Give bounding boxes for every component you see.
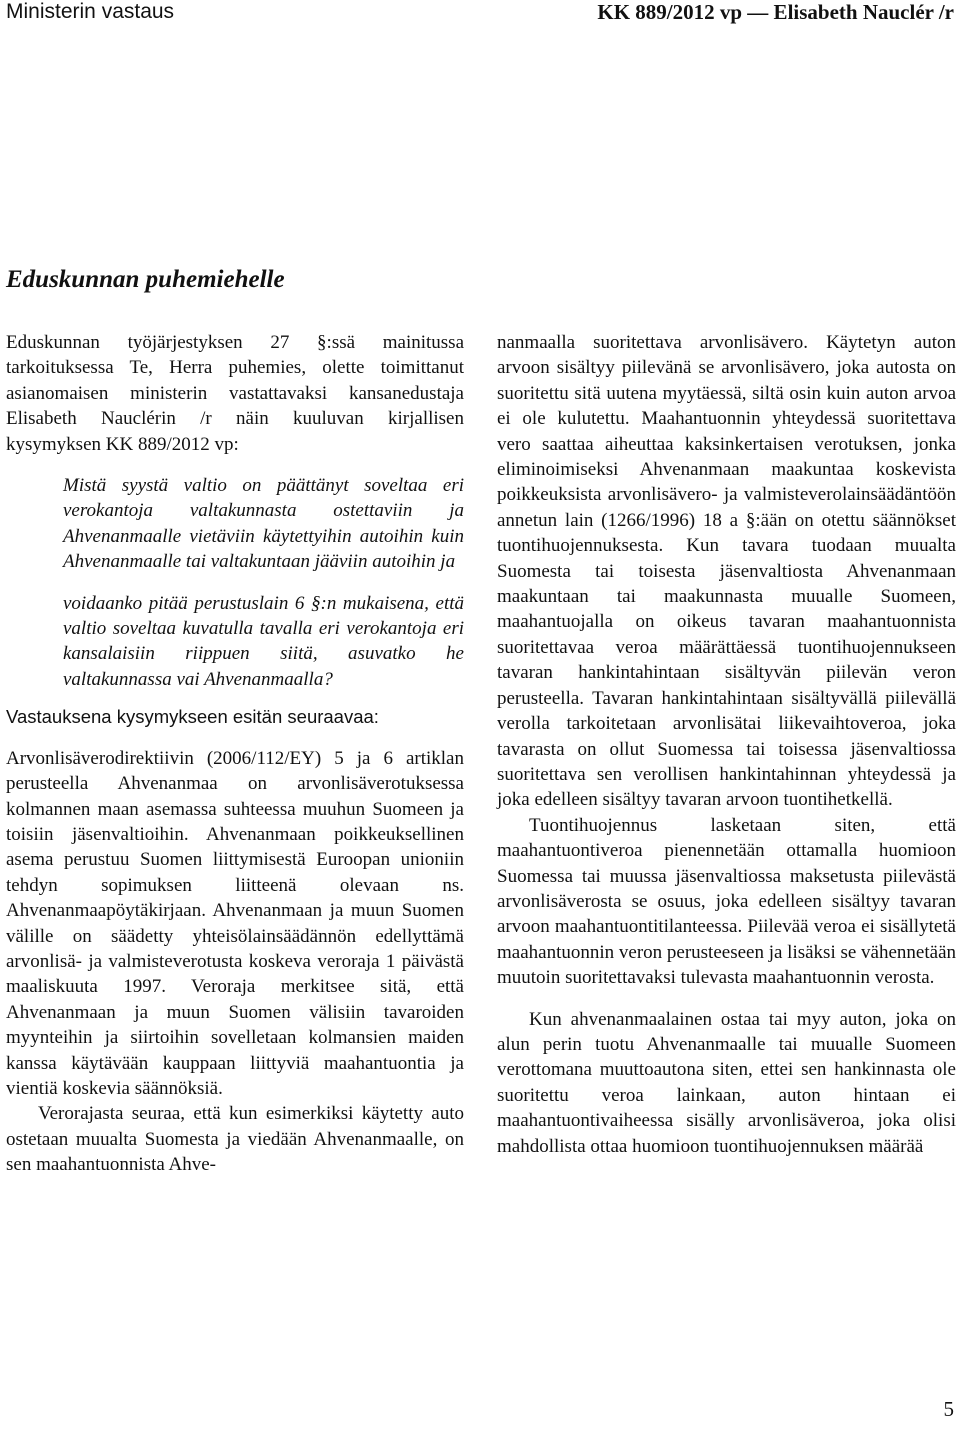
right-column: [497, 330, 956, 1159]
body-paragraph-3: nanmaalla suoritettava arvonlisävero. Käytetyn auton arvoon sisältyy piilevänä se arvonlisävero, joka autosta on suoritettu sitä uutena myytäessä, siltä osin kuin auton arvoa ei ole kulutettu. Maahantuonnin yhteydessä suoritettava vero saattaa aiheuttaa kaksinkertaisen verotuksen, jonka eliminoimiseksi Ahvenanmaan maakuntaa koskevista poikkeuksista arvonlisävero- ja valmisteverolainsäädäntöön annetun lain (1266/1996) 18 a §:ään on otettu säännökset tuontihuojennuksesta. Kun tavara tuodaan muualta Suomesta tai toisesta jäsenvaltiosta Ahvenanmaan maakuntaan tai maakunnasta muualle Suomeen, maahantuojalla on oikeus tavaran maahantuonnista suoritettavaa veroa määrättäessä tuontihuojennukseen tavaran hankintahintaan sisältyvän piilevän veron perusteella. Tavaran hankintahintaan sisältyvällä piilevällä verolla tarkoitetaan arvonlisätai liikevaihtoveroa, joka tavarasta on ollut Suomessa tai toisessa jäsenvaltiossa suoritettava sen verollisen hankintahinnan yhteydessä ja joka edelleen sisältyy tavaran arvoon tuontihetkellä.: [497, 332, 956, 811]
page-number: 5: [943, 1397, 954, 1421]
running-header-right: KK 889/2012 vp — Elisabeth Nauclér /r: [597, 0, 954, 24]
body-paragraph-5: Kun ahvenanmaalainen ostaa tai myy auton, joka on alun perin tuotu Ahvenanmaalle tai muualle Suomeen verottomana muuttoautona siten, ettei sen hankinnasta ole suoritettu veroa lainkaan, auton hintaan ei maahantuontivaiheessa sisälly arvonlisäveroa, joka olisi mahdollista ottaa huomioon tuontihuojennuksen määrää: [497, 1008, 956, 1157]
question-paragraph-2: voidaanko pitää perustuslain 6 §:n mukaisena, että valtio soveltaa kuvatulla tavalla eri verokantoja eri kansalaisiin riippuen siitä, asuvatko he valtakunnassa vai Ahvenanmaalla?: [63, 592, 464, 690]
body-paragraph-1: Arvonlisäverodirektiivin (2006/112/EY) 5 ja 6 artiklan perusteella Ahvenanmaa on arvonlisäverotuksessa kolmannen maan asemassa suhteessa muuhun Suomeen ja toisiin jäsenvaltioihin. Ahvenanmaan poikkeuksellinen asema perustuu Suomen liittymisestä Euroopan unioniin tehdyn sopimuksen liitteenä olevaan ns. Ahvenanmaapöytäkirjaan. Ahvenanmaan ja muun Suomen välille on säädetty yhteisölainsäädännön edellyttämä arvonlisä- ja valmisteverotusta koskeva veroraja 1 päivästä maaliskuuta 1997. Veroraja merkitsee sitä, että Ahvenanmaan ja muun Suomen välisiin tavaroiden myynteihin ja siirtoihin sovelletaan kolmansien maiden kanssa käytävään kauppaan liittyviä maahantuontia ja vientiä koskevia säännöksiä.: [6, 747, 464, 1099]
question-paragraph-1: Mistä syystä valtio on päättänyt soveltaa eri verokantoja valtakunnasta ostettaviin ja Ahvenanmaalle vietäviin käytettyihin autoihin kuin Ahvenanmaalle tai valtakuntaan jääviin autoihin ja: [63, 475, 464, 573]
answer-intro: Vastauksena kysymykseen esitän seuraavaa:: [6, 706, 379, 728]
left-column: [6, 330, 464, 1178]
intro-paragraph: Eduskunnan työjärjestyksen 27 §:ssä mainitussa tarkoituksessa Te, Herra puhemies, olette toimittanut asianomaisen ministerin vastattavaksi kansanedustaja Elisabeth Nauclérin /r näin kuuluvan kirjallisen kysymyksen KK 889/2012 vp:: [6, 332, 464, 455]
document-title: Eduskunnan puhemiehelle: [6, 266, 285, 293]
body-paragraph-2: Verorajasta seuraa, että kun esimerkiksi käytetty auto ostetaan muualta Suomesta ja viedään Ahvenanmaalle, on sen maahantuonnista Ahve-: [6, 1103, 464, 1176]
body-paragraph-4: Tuontihuojennus lasketaan siten, että maahantuontiveroa pienennetään ottamalla huomioon Suomessa tai muussa jäsenvaltiossa maksetusta piilevästä arvonlisäverosta se osuus, joka edelleen sisältyy tavaran arvoon maahantuontitilanteessa. Piilevää veroa ei sisällytetä maahantuonnin veron perusteeseen ja lisäksi se vähennetään muutoin suoritettavaksi tulevasta maahantuonnin verosta.: [497, 814, 956, 989]
running-header-left: Ministerin vastaus: [6, 0, 175, 23]
